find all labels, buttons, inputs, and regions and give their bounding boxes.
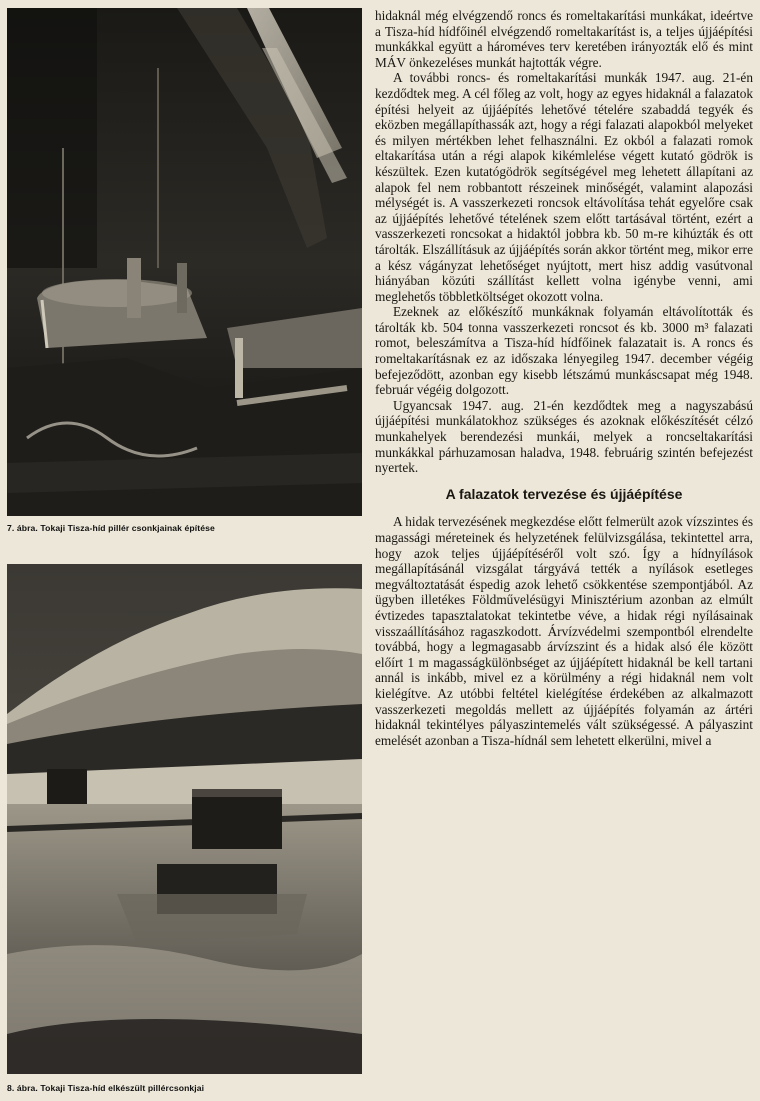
paragraph: Ugyancsak 1947. aug. 21-én kezdődtek meg a nagyszabású újjáépítési munkálatokhoz szükséges és azoknak előkészítését célzó munkahelyek berendezési munkái, melyek a roncseltakarítási munkákkal párhuzamosan haladva, 1948. februárig szintén befejezést nyertek.	[375, 397, 753, 476]
article-text-column	[375, 8, 753, 748]
figure-7-image	[7, 8, 362, 516]
figure-7-photo	[7, 8, 362, 516]
figure-8-image	[7, 564, 362, 1074]
figure-8-photo	[7, 564, 362, 1074]
figure-7-caption: 7. ábra. Tokaji Tisza-híd pillér csonkjainak építése	[7, 523, 215, 533]
figure-8-caption: 8. ábra. Tokaji Tisza-híd elkészült pillércsonkjai	[7, 1083, 205, 1093]
paragraph: Ezeknek az előkészítő munkáknak folyamán eltávolították és tárolták kb. 504 tonna vasszerkezeti roncsot és kb. 3000 m³ falazati romot, beleszámítva a Tisza-híd hídfőinek falazatait is. A roncs és romeltakarításnak ez az időszaka lényegileg 1947. december végéig befejeződött, azonban egy kisebb létszámú munkáscsapat még 1948. február végéig dolgozott.	[375, 304, 753, 398]
paragraph: hidaknál még elvégzendő roncs és romeltakarítási munkákat, ideértve a Tisza-híd hídfőinél elvégzendő romeltakarítást is, a teljes újjáépítési munkákkal együtt a hároméves terv keretében irányozták elő és mint MÁV önkezeléses munkát hajtották végre.	[375, 8, 753, 70]
paragraph: A további roncs- és romeltakarítási munkák 1947. aug. 21-én kezdődtek meg. A cél főleg az volt, hogy az egyes hidaknál a falazatok építési helyeit az újjáépítés lehetővé tételére szabaddá tegyék és eközben megállapíthassák azt, hogy a régi falazati alapokból melyeket és milyen mértékben lehet felhasználni. Ez okból a falazati romok eltakarítása után a régi alapok kikémlelése végett kutató gödrök is készültek. Ezen kutatógödrök segítségével meg lehetett állapítani az alapok fel nem robbantott részeinek minőségét, valamint alapozási mélységét is. A vasszerkezeti roncsok eltávolítása tehát egyelőre csak az újjáépítés lehetővé tételének szem előtt tartásával történt, ezért a vasszerkezeti roncsokat a hidaktól jobbra kb. 50 m-re kihúzták és ott tárolták. Elszállításuk az újjáépítés során akkor történt meg, mikor erre a kész vágányzat lehetőséget nyújtott, mert hisz addig vasútvonal hiányában közúti szállítást kellett volna igénybe venni, ami meglehetős többletköltséget okozott volna.	[375, 70, 753, 304]
section-heading: A falazatok tervezése és újjáépítése	[445, 485, 683, 502]
paragraph: A hidak tervezésének megkezdése előtt felmerült azok vízszintes és magassági méreteinek és helyzetének felülvizsgálása, tekintettel arra, hogy azok teljes újjáépítéséről volt szó. Így a hídnyílások megállapításánál vizsgálat tárgyává tették a nyílások esetleges megváltoztatását éspedig azok lehető csökkentése szempontjából. Az ügyben illetékes Földművelésügyi Minisztérium azonban az elmúlt évtizedes tapasztalatokat tekintetbe véve, a hidak régi nyílásainak visszaállításához ragaszkodott. Árvízvédelmi szempontból elrendelte továbbá, hogy a legmagasabb árvízszint és a hidak alsó éle között előírt 1 m magasságkülönbséget az újjáépített hidaknál be kell tartani annál is inkább, mivel ez a körülmény a régi hidaknál nem volt kielégítve. Az utóbbi feltétel kielégítése érdekében az alkalmazott vasszerkezeti megoldás mellett az újjáépítés folyamán az ártéri hidaknál tekintélyes pályaszintemelés vált szükségessé. A pályaszint emelését azonban a Tisza-hídnál sem lehetett elkerülni, mivel a	[375, 514, 753, 748]
